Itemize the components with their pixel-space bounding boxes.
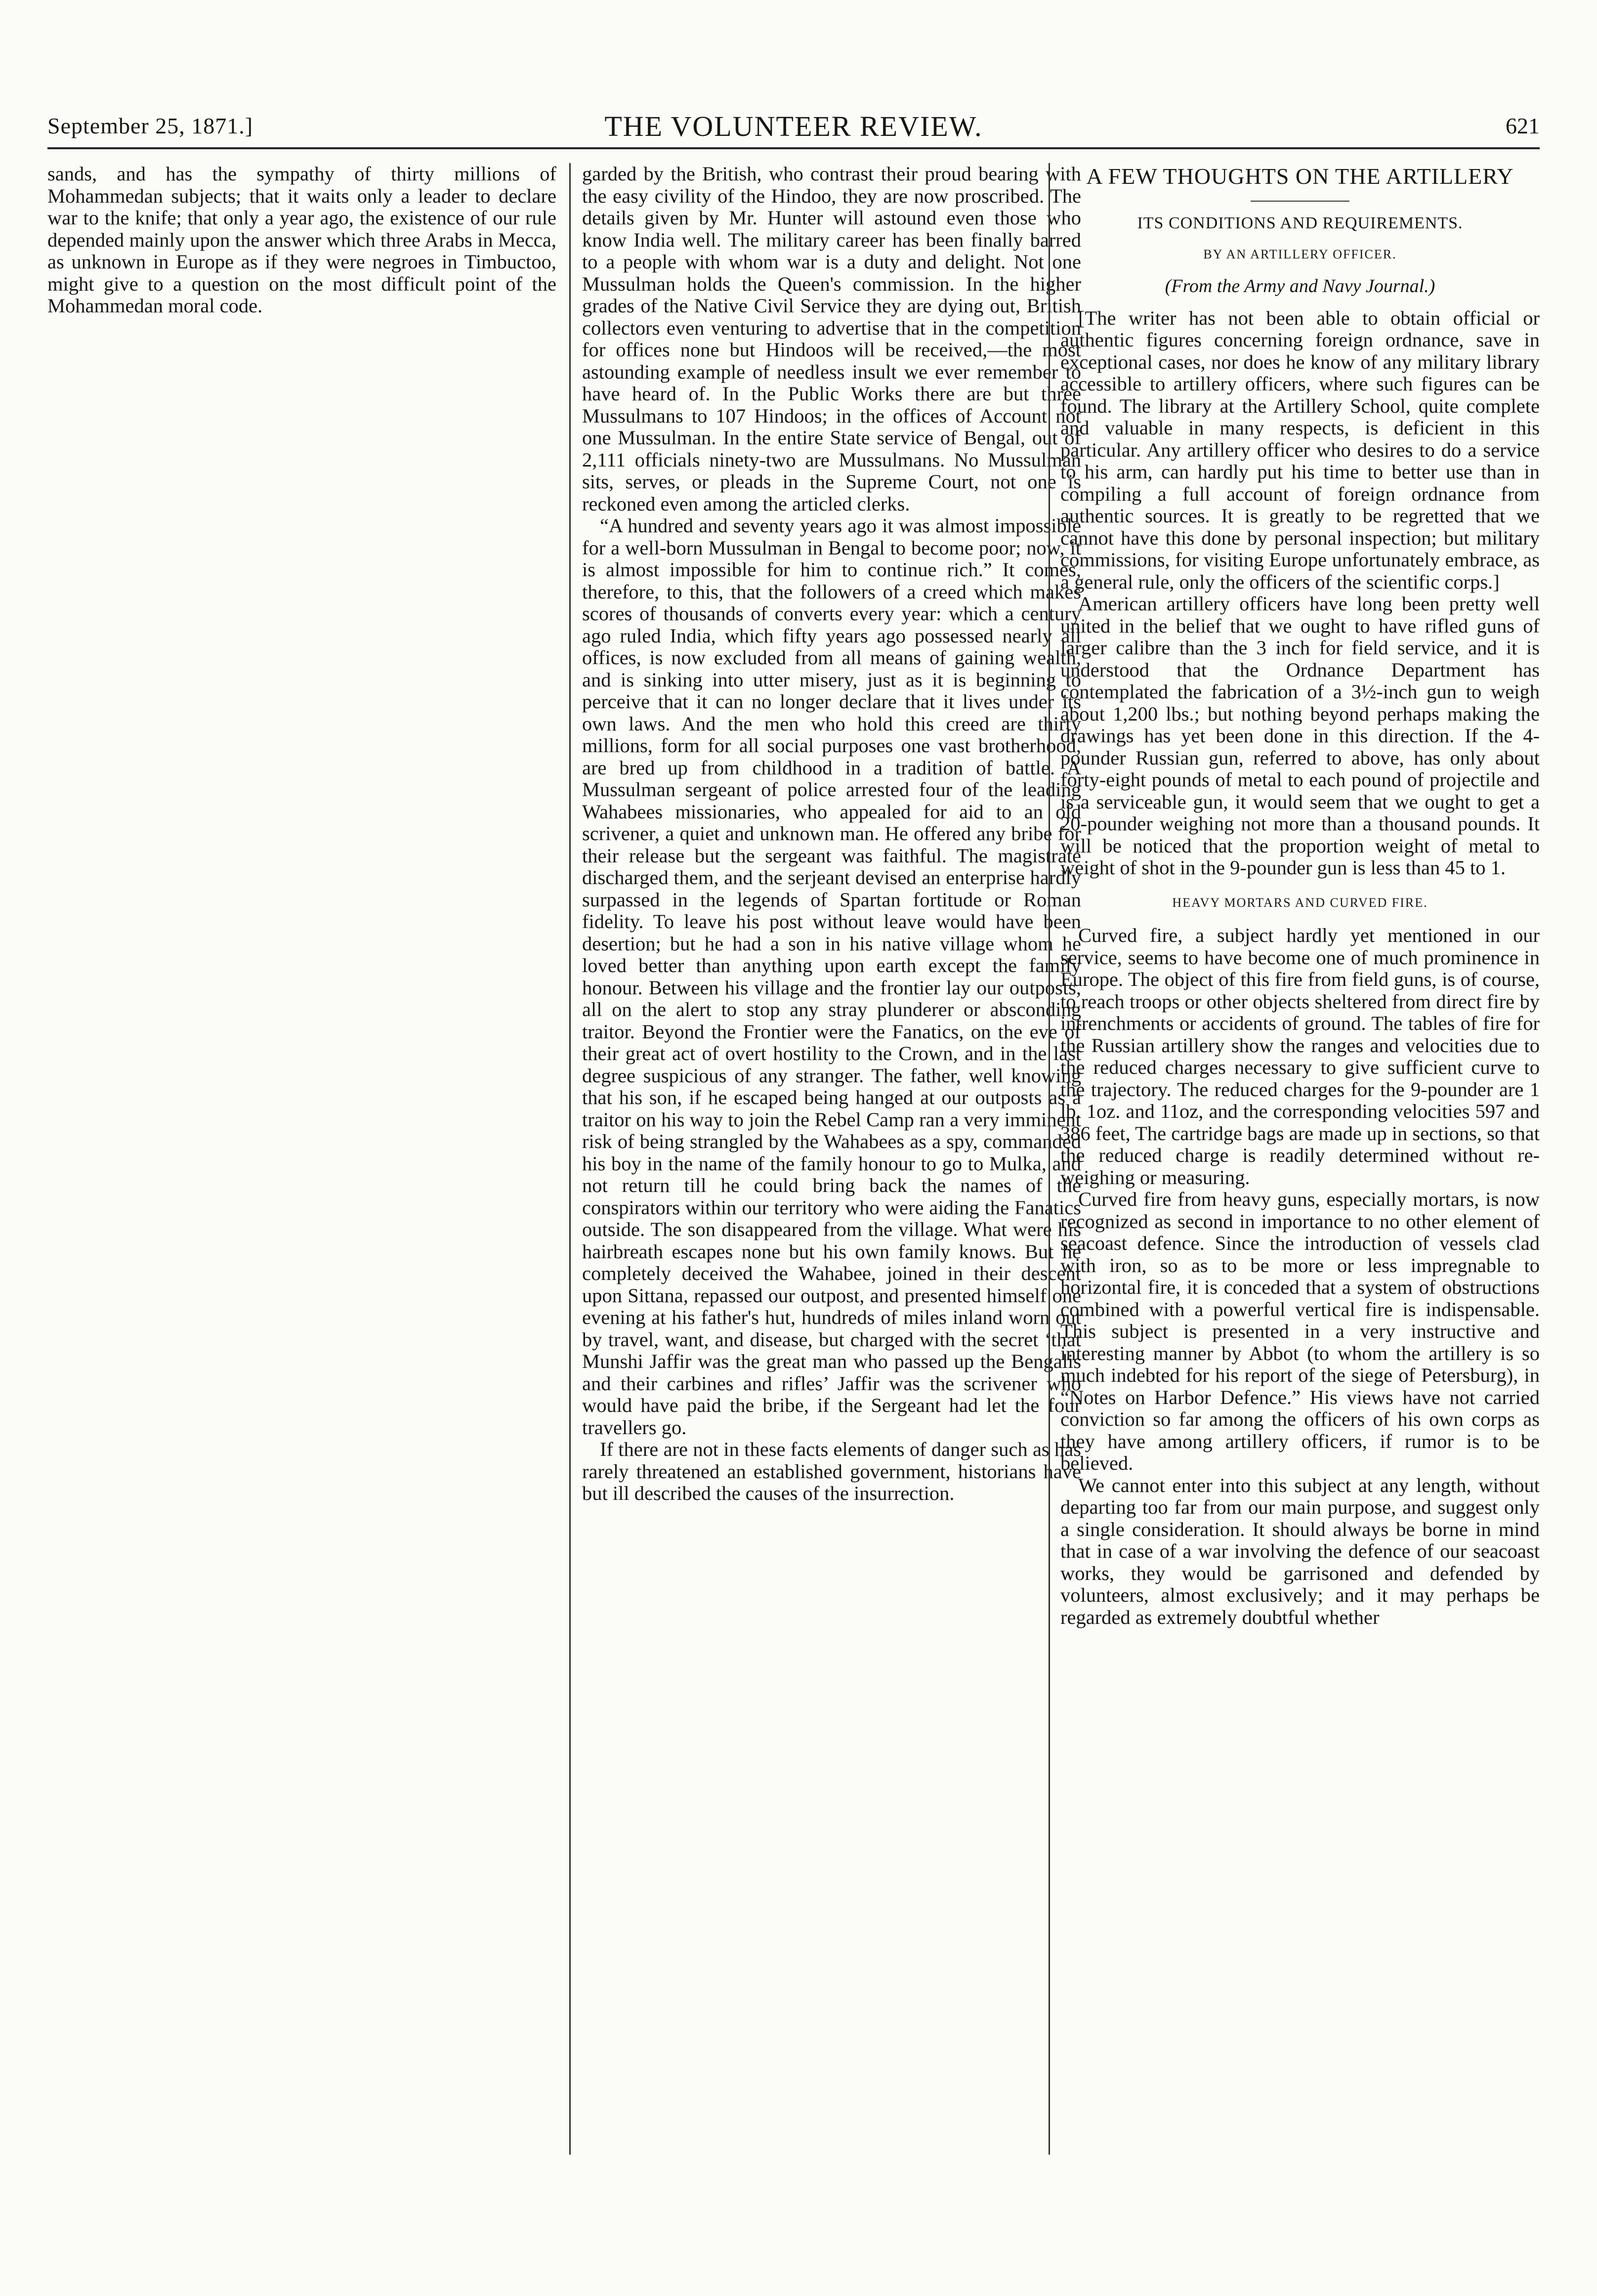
- article-paragraph: American artillery officers have long been pretty well united in the belief that we ought to have rifled guns of larger calibre than the 3 inch for field service, and it is understood that the Ordnance Department has contemplated the fabrication of a 3½-inch gun to weigh about 1,200 lbs.; but nothing beyond perhaps making the drawings has yet been done in this direction. If the 4-pounder Russian gun, referred to above, has only about forty-eight pounds of metal to each pound of projectile and is a serviceable gun, it would seem that we ought to get a 20-pounder weighing not more than a thousand pounds. It will be noticed that the proportion weight of metal to weight of shot in the 9-pounder gun is less than 45 to 1.: [1060, 593, 1540, 879]
- article-source: (From the Army and Navy Journal.): [1165, 276, 1435, 297]
- article-paragraph: Curved fire, a subject hardly yet mentioned in our service, seems to have become one of much prominence in Europe. The object of this fire from field guns, is of course, to reach troops or other objects sheltered from direct fire by intrenchments or accidents of ground. The tables of fire for the Russian artillery show the ranges and velocities due to the reduced charges necessary to give sufficient curve to the trajectory. The reduced charges for the 9-pounder are 1 lb. 1oz. and 11oz, and the corresponding velocities 597 and 386 feet, The cartridge bags are made up in sections, so that the reduced charge is readily determined without re-weighing or measuring.: [1060, 924, 1540, 1189]
- column-2-paragraph: garded by the British, who contrast their proud bearing with the easy civility of the Hindoo, they are now proscribed. The details given by Mr. Hunter will astound even those who know India well. The military career has been finally barred to a people with whom war is a duty and delight. Not one Mussulman holds the Queen's commission. In the higher grades of the Native Civil Service they are dying out, British collectors even venturing to advertise that in the competition for offices none but Hindoos will be received,—the most astounding example of needless insult we ever remember to have heard of. In the Public Works there are but three Mussulmans to 107 Hindoos; in the offices of Account not one Mussulman. In the entire State service of Bengal, out of 2,111 officials ninety-two are Mussulmans. No Mussulman sits, serves, or pleads in the Supreme Court, not one is reckoned even among the articled clerks.: [582, 163, 1081, 515]
- column-2-paragraph: “A hundred and seventy years ago it was almost impossible for a well-born Mussulman in Bengal to become poor; now, it is almost impossible for him to continue rich.” It comes, therefore, to this, that the followers of a creed which makes scores of thousands of converts every year: which a century ago ruled India, which fifty years ago possessed nearly all offices, is now excluded from all means of gaining wealth, and is sinking into utter misery, just as it is beginning to perceive that it can no longer declare that it lives under its own laws. And the men who hold this creed are thirty millions, form for all social purposes one vast brotherhood, are bred up from childhood in a tradition of battle. A Mussulman sergeant of police arrested four of the leading Wahabees missionaries, who appealed for aid to an old scrivener, a quiet and unknown man. He offered any bribe for their release but the sergeant was faithful. The magistrate discharged them, and the serjeant devised an enterprise hardly surpassed in the legends of Spartan fortitude or Roman fidelity. To leave his post without leave would have been desertion; but he had a son in his native village whom he loved better than anything upon earth except the family honour. Between his village and the frontier lay our outposts, all on the alert to stop any stray plunderer or absconding traitor. Beyond the Frontier were the Fanatics, on the eve of their great act of overt hostility to the Crown, and in the last degree suspicious of any stranger. The father, well knowing that his son, if he escaped being hanged at our outposts as a traitor on his way to join the Rebel Camp ran a very imminent risk of being strangled by the Wahabees as a spy, commanded his boy in the name of the family honour to go to Mulka, and not return till he could bring back the names of the conspirators within our territory who were aiding the Fanatics outside. The son disappeared from the village. What were his hairbreath escapes none but his own family knows. But he completely deceived the Wahabee, joined in their descent upon Sittana, repassed our outpost, and presented himself one evening at his father's hut, hundreds of miles inland worn out by travel, want, and disease, but charged with the secret ‘that Munshi Jaffir was the great man who passed up the Bengalis and their carbines and rifles’ Jaffir was the scrivener who would have paid the bribe, if the Sergeant had let the four travellers go.: [582, 514, 1081, 1439]
- article-byline: BY AN ARTILLERY OFFICER.: [1203, 247, 1397, 261]
- column-2-paragraph: If there are not in these facts elements of danger such as has rarely threatened an established government, historians have but ill described the causes of the insurrection.: [582, 1438, 1081, 1504]
- page-header: [47, 110, 1540, 149]
- column-rule: [569, 163, 571, 2155]
- column-3: [1060, 163, 1540, 2155]
- article-title: A FEW THOUGHTS ON THE ARTILLERY: [1086, 164, 1514, 189]
- issue-date: September 25, 1871.]: [47, 113, 253, 138]
- publication-title: THE VOLUNTEER REVIEW.: [604, 110, 983, 142]
- column-2: [582, 163, 1081, 2155]
- article-paragraph: [The writer has not been able to obtain official or authentic figures concerning foreign ordnance, save in exceptional cases, nor does he know of any military library accessible to artillery officers, where such figures can be found. The library at the Artillery School, quite complete and valuable in many respects, is deficient in this particular. Any artillery officer who desires to do a service to his arm, can hardly put his time to better use than in compiling a full account of foreign ordnance from authentic sources. It is greatly to be regretted that we cannot have this done by personal inspection; but military commissions, for visiting Europe unfortunately embrace, as a general rule, only the officers of the scientific corps.]: [1060, 306, 1540, 593]
- page-number: 621: [1506, 113, 1540, 138]
- title-divider: [1251, 201, 1349, 202]
- section-heading: HEAVY MORTARS AND CURVED FIRE.: [1172, 895, 1428, 910]
- column-1-paragraph: sands, and has the sympathy of thirty millions of Mohammedan subjects; that it waits only a leader to declare war to the knife; that only a year ago, the existence of our rule depended mainly upon the answer which three Arabs in Mecca, as unknown in Europe as if they were negroes in Timbuctoo, might give to a question on the most difficult point of the Mohammedan moral code.: [47, 163, 556, 317]
- column-rule: [1049, 163, 1050, 2155]
- article-paragraph: Curved fire from heavy guns, especially mortars, is now recognized as second in importance to no other element of seacoast defence. Since the introduction of vessels clad with iron, so as to be more or less impregnable to horizontal fire, it is conceded that a system of obstructions combined with a powerful vertical fire is indispensable. This subject is presented in a very instructive and interesting manner by Abbot (to whom the artillery is so much indebted for his report of the siege of Petersburg), in “Notes on Harbor Defence.” His views have not carried conviction so far among the officers of his own corps as they have among artillery officers, if rumor is to be believed.: [1060, 1188, 1540, 1474]
- article-subtitle: ITS CONDITIONS AND REQUIREMENTS.: [1137, 214, 1463, 232]
- article-paragraph: We cannot enter into this subject at any length, without departing too far from our main purpose, and suggest only a single consideration. It should always be borne in mind that in case of a war involving the defence of our seacoast works, they would be garrisoned and defended by volunteers, almost exclusively; and it may perhaps be regarded as extremely doubtful whether: [1060, 1474, 1540, 1628]
- column-1: [47, 163, 556, 2155]
